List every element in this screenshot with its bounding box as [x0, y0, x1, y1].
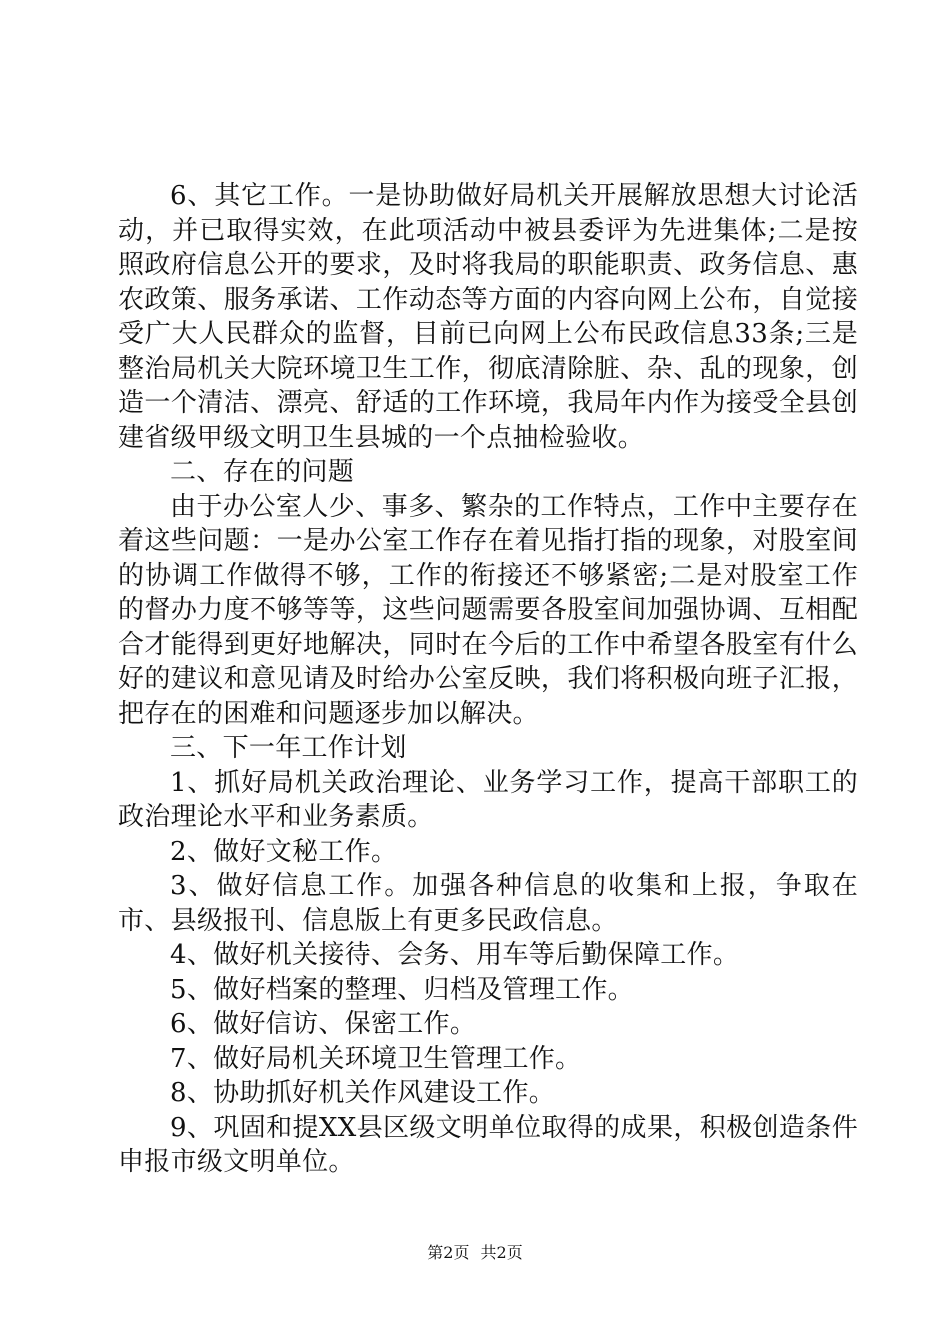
plan-item-9: 9、巩固和提XX县区级文明单位取得的成果，积极创造条件申报市级文明单位。 [118, 1112, 858, 1177]
plan-item-2: 2、做好文秘工作。 [170, 836, 398, 867]
page-number-current: 第2页 [427, 1243, 470, 1262]
page-number-total: 共2页 [480, 1243, 523, 1262]
plan-item-7: 7、做好局机关环境卫生管理工作。 [170, 1043, 582, 1074]
plan-item-1: 1、抓好局机关政治理论、业务学习工作，提高干部职工的政治理论水平和业务素质。 [118, 767, 858, 832]
plan-item-3: 3、做好信息工作。加强各种信息的收集和上报，争取在市、县级报刊、信息版上有更多民政信息。 [118, 871, 858, 936]
plan-item-6: 6、做好信访、保密工作。 [170, 1009, 477, 1039]
document-body [118, 179, 858, 1180]
plan-item-4: 4、做好机关接待、会务、用车等后勤保障工作。 [170, 940, 740, 970]
section-heading-problems: 二、存在的问题 [170, 457, 355, 487]
plan-item-8: 8、协助抓好机关作风建设工作。 [170, 1078, 556, 1108]
plan-item-5: 5、做好档案的整理、归档及管理工作。 [170, 974, 634, 1005]
page-footer [0, 1243, 950, 1263]
section-heading-next-year-plan: 三、下一年工作计划 [170, 733, 407, 763]
paragraph-problems: 由于办公室人少、事多、繁杂的工作特点，工作中主要存在着这些问题：一是办公室工作存在着见指打指的现象，对股室间的协调工作做得不够，工作的衔接还不够紧密;二是对股室工作的督办力度不够等等，这些问题需要各股室间加强协调、互相配合才能得到更好地解决，同时在今后的工作中希望各股室有什么好的建议和意见请及时给办公室反映，我们将积极向班子汇报，把存在的困难和问题逐步加以解决。 [118, 491, 858, 729]
paragraph-other-work: 6、其它工作。一是协助做好局机关开展解放思想大讨论活动，并已取得实效，在此项活动中被县委评为先进集体;二是按照政府信息公开的要求，及时将我局的职能职责、政务信息、惠农政策、服务承诺、工作动态等方面的内容向网上公布，自觉接受广大人民群众的监督，目前已向网上公布民政信息33条;三是整治局机关大院环境卫生工作，彻底清除脏、杂、乱的现象，创造一个清洁、漂亮、舒适的工作环境，我局年内作为接受全县创建省级甲级文明卫生县城的一个点抽检验收。 [118, 181, 858, 453]
